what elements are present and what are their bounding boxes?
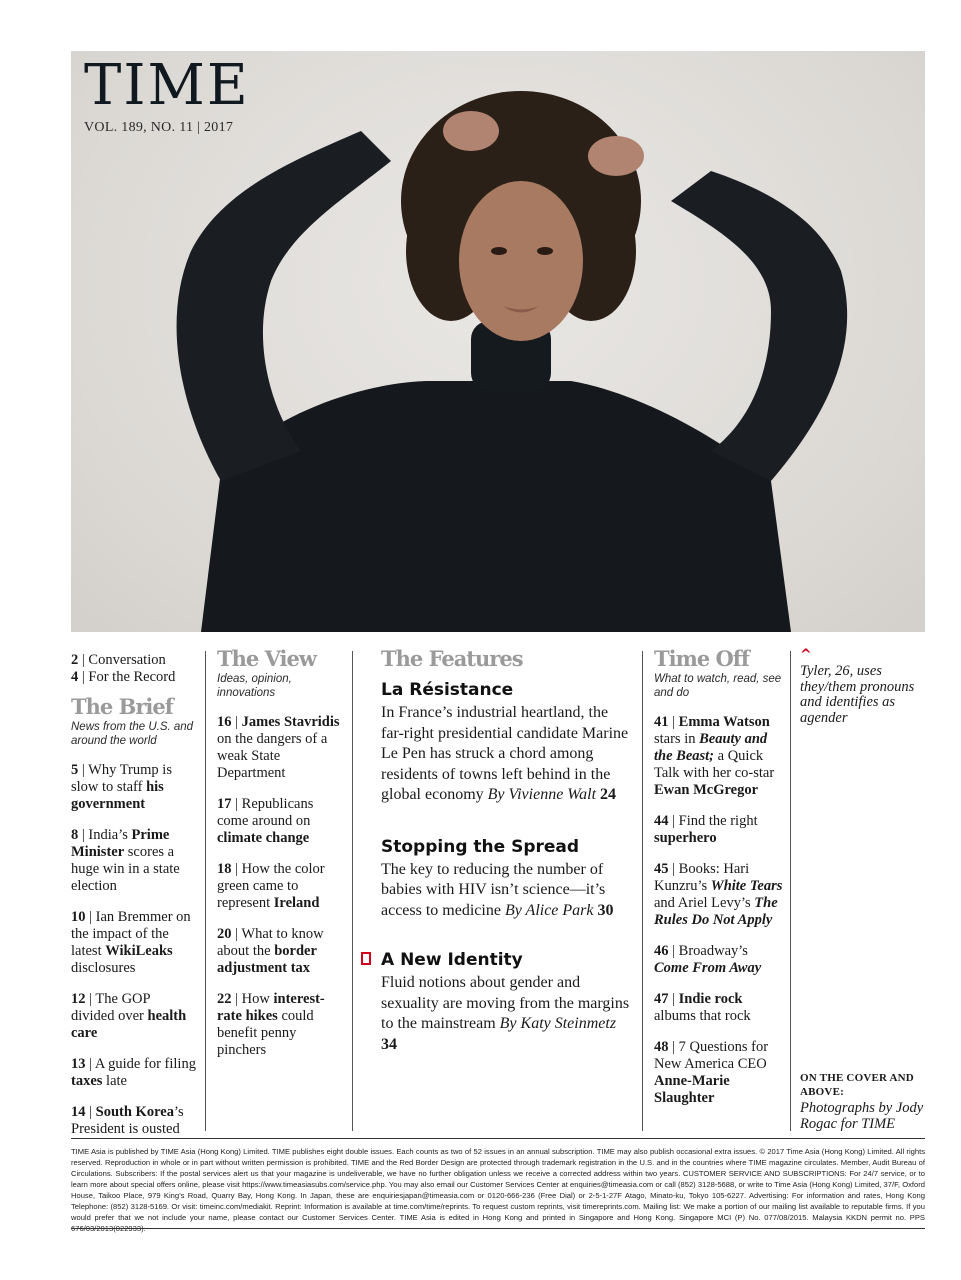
toc-item[interactable] [654, 861, 784, 929]
item-highlight: health care [71, 1008, 187, 1041]
page-number: 44 [654, 813, 669, 829]
toc-item[interactable] [71, 669, 196, 686]
separator: | [78, 762, 89, 778]
item-text: on the dangers of a weak State Department [217, 731, 328, 781]
separator: | [231, 991, 242, 1007]
item-text: Ian Bremmer on the impact of the latest [71, 909, 191, 959]
separator: | [78, 652, 89, 668]
page-number: 22 [217, 991, 232, 1007]
page-number: 41 [654, 714, 669, 730]
on-cover-credit: Photographs by Jody Rogac for TIME [800, 1100, 924, 1132]
toc-item[interactable] [71, 652, 196, 669]
separator: | [78, 669, 89, 685]
page-number: 48 [654, 1039, 669, 1055]
on-cover-heading: ON THE COVER AND ABOVE: [800, 1072, 914, 1098]
separator: | [231, 926, 242, 942]
separator: | [668, 943, 679, 959]
separator: | [85, 909, 96, 925]
item-text: How [241, 991, 274, 1007]
item-text: stars in [654, 731, 700, 747]
toc-item[interactable] [71, 1104, 196, 1138]
item-text: could benefit penny pinchers [217, 1008, 314, 1058]
page-number: 18 [217, 861, 232, 877]
separator: | [668, 714, 679, 730]
page-number: 45 [654, 861, 669, 877]
item-highlight: superhero [654, 830, 717, 846]
item-highlight: interest-rate hikes [217, 991, 325, 1024]
footer-top-rule [71, 1138, 925, 1139]
section-title-features: The Features [381, 646, 523, 671]
item-highlight: James Stavridis [241, 714, 340, 730]
publisher-notice: TIME Asia is published by TIME Asia (Hong Kong) Limited. TIME publishes eight double issues. Each counts as two of 52 issues in an annual subscription. TIME may also publish occasional extra issues. © 2017 Time Asia (Hong Kong) Limited. All rights reserved. Reproduction in whole or in part without written permission is prohibited. TIME and the Red Border Design are protected through trademark registration in the U.S. and in the countries where TIME magazine circulates. Member, Audit Bureau of Circulations. Subscribers: If the postal services alert us that your magazine is undeliverable, we have no further obligation unless we receive a corrected address within two years. CUSTOMER SERVICE AND SUBSCRIPTIONS: For 24/7 service, or to learn more about special offers online, please visit https://www.timeasiasubs.com/service.php. You may also email our Customer Services Center at enquiries@timeasia.com or call (852) 3128-5688, or write to Time Asia (Hong Kong) Limited, 37/F, Oxford House, Taikoo Place, 979 King’s Road, Quarry Bay, Hong Kong. In Japan, these are enquiriesjapan@timeasia.com or 0120-666-236 (Free Dial) or 2-5-1-27F Atago, Minato-ku, Tokyo 105-6227. Advertising: For information and rates, Hong Kong Telephone: (852) 3128-5169. Or visit: timeinc.com/mediakit. Reprint: Information is available at time.com/time/reprints. To request custom reprints, visit timereprints.com. Mailing list: We make a portion of our mailing list available to reputable firms. If you would prefer that we not include your name, please contact our Customer Services Center. TIME Asia is edited in Hong Kong and printed in Singapore and Hong Kong. Singapore MCI (P) No. 077/08/2015. Malaysia KKDN permit no. PPS [71, 1147, 925, 1222]
feature-item[interactable] [381, 949, 631, 1055]
item-text: For the Record [88, 669, 176, 685]
column-cover-caption [800, 647, 924, 726]
page-number: 14 [71, 1104, 86, 1120]
toc-item[interactable] [217, 714, 342, 782]
view-items [217, 714, 342, 1059]
item-text: The GOP divided over [71, 991, 151, 1024]
separator: | [668, 861, 679, 877]
item-highlight: Indie rock [678, 991, 743, 1007]
item-text: Find the right [678, 813, 758, 829]
item-highlight: White Tears [710, 878, 783, 894]
toc-item[interactable] [654, 943, 784, 977]
feature-page-number: 24 [600, 786, 617, 803]
footer-bottom-rule [71, 1228, 925, 1229]
section-title-brief: The Brief [71, 694, 173, 719]
feature-dek: In France’s industrial heartland, the far-right presidential candidate Marine Le Pen has struck a chord among residents of towns left behind in the global economy [381, 704, 629, 803]
page-number: 13 [71, 1056, 86, 1072]
item-highlight: The Rules Do Not Apply [654, 895, 778, 928]
feature-description [381, 860, 631, 922]
item-highlight: border adjustment tax [217, 943, 317, 976]
top-items [71, 652, 196, 686]
separator: | [231, 714, 242, 730]
separator: | [668, 813, 679, 829]
item-text: How the color green came to represent [217, 861, 325, 911]
cover-photo [71, 51, 925, 632]
feature-item[interactable] [381, 679, 631, 806]
item-text: 7 Questions for New America CEO [654, 1039, 769, 1072]
item-highlight: his government [71, 779, 164, 812]
toc-item[interactable] [71, 1056, 196, 1090]
item-highlight: Ireland [273, 895, 320, 911]
page-number: 17 [217, 796, 232, 812]
separator: | [78, 827, 89, 843]
item-text: albums that rock [654, 1008, 751, 1024]
brief-items [71, 762, 196, 1138]
feature-title: La Résistance [381, 680, 514, 700]
separator: | [231, 861, 242, 877]
page-number: 16 [217, 714, 232, 730]
page-number: 47 [654, 991, 669, 1007]
column-divider [205, 651, 206, 1131]
item-highlight: Anne-Marie Slaughter [654, 1073, 730, 1106]
column-divider [352, 651, 353, 1131]
item-highlight: Emma Watson [678, 714, 770, 730]
masthead [84, 53, 250, 136]
item-highlight: Beauty and the Beast; [654, 731, 768, 764]
item-text: a Quick Talk with her co-star [654, 748, 775, 781]
feature-dek: The key to reducing the number of babies with HIV isn’t science—it’s access to medicine [381, 860, 606, 919]
volume-info: VOL. 189, NO. 11 | 2017 [84, 120, 234, 135]
portrait-illustration [71, 51, 925, 632]
item-text: Why Trump is slow to staff [71, 762, 172, 795]
section-subtitle-view: Ideas, opinion, innovations [217, 673, 292, 699]
item-highlight: taxes [71, 1073, 103, 1089]
item-highlight: WikiLeaks [105, 943, 173, 959]
page-number: 5 [71, 762, 79, 778]
features-list [381, 679, 631, 1055]
toc-item[interactable] [217, 861, 342, 912]
feature-title: Stopping the Spread [381, 836, 580, 857]
item-text: Conversation [88, 652, 166, 668]
column-divider [790, 651, 791, 1131]
feature-item[interactable] [381, 836, 631, 922]
toc-item[interactable] [71, 991, 196, 1042]
item-highlight: climate change [217, 830, 310, 846]
item-highlight: Ewan McGregor [654, 782, 759, 798]
page-number: 4 [71, 669, 79, 685]
feature-page-number: 34 [381, 1035, 397, 1053]
item-text: A guide for filing [94, 1056, 196, 1072]
item-text: late [102, 1073, 127, 1089]
feature-dek: Fluid notions about gender and sexuality are moving from the margins to the mainstream [381, 974, 630, 1032]
separator: | [85, 1056, 95, 1072]
toc-item[interactable] [71, 909, 196, 977]
time-off-items [654, 714, 784, 1107]
item-text: India’s [88, 827, 132, 843]
separator: | [668, 1039, 679, 1055]
page-number: 46 [654, 943, 669, 959]
column-features [381, 648, 631, 1055]
page-number: 12 [71, 991, 86, 1007]
page-number: 2 [71, 652, 79, 668]
red-border-icon [361, 952, 371, 965]
item-text: disclosures [71, 960, 136, 976]
item-text: and Ariel Levy’s [654, 895, 755, 911]
page-number: 10 [71, 909, 86, 925]
toc-item[interactable] [71, 827, 196, 895]
toc-item[interactable] [71, 762, 196, 813]
separator: | [85, 991, 96, 1007]
on-the-cover [800, 1071, 924, 1132]
feature-page-number: 30 [597, 901, 614, 919]
section-title-view: The View [217, 646, 316, 671]
time-logo: TIME [84, 53, 250, 118]
column-divider [642, 651, 643, 1131]
cover-caption: Tyler, 26, uses they/them pronouns and identifies as agender [800, 663, 915, 726]
feature-description [381, 973, 631, 1055]
page-number: 20 [217, 926, 232, 942]
section-subtitle-time-off: What to watch, read, see and do [654, 673, 782, 699]
column-time-off [654, 648, 784, 1107]
item-highlight: Prime Minister [71, 827, 170, 860]
item-text: Broadway’s [678, 943, 748, 959]
item-highlight: Come From Away [654, 960, 762, 976]
toc-item[interactable] [217, 926, 342, 977]
item-text: Books: Hari Kunzru’s [654, 861, 750, 894]
feature-description [381, 703, 631, 806]
toc-item[interactable] [654, 714, 784, 799]
page-number: 8 [71, 827, 79, 843]
section-subtitle-brief: News from the U.S. and around the world [71, 721, 194, 747]
separator: | [85, 1104, 96, 1120]
toc-item[interactable] [654, 991, 784, 1025]
item-text: scores a huge win in a state election [71, 844, 180, 894]
toc-item[interactable] [217, 991, 342, 1059]
feature-byline: By Katy Steinmetz [499, 1015, 617, 1032]
section-title-time-off: Time Off [654, 646, 749, 671]
feature-byline: By Alice Park [504, 901, 594, 919]
column-brief [71, 648, 196, 1138]
item-text: Republicans come around on [217, 796, 314, 829]
feature-title: A New Identity [381, 950, 523, 970]
item-text: What to know about the [217, 926, 324, 959]
toc-item[interactable] [654, 1039, 784, 1107]
caret-up-icon: ^ [800, 647, 812, 663]
item-highlight: South Korea [95, 1104, 174, 1120]
toc-item[interactable] [217, 796, 342, 847]
separator: | [231, 796, 242, 812]
separator: | [668, 991, 679, 1007]
toc-item[interactable] [654, 813, 784, 847]
item-text: ’s President is ousted [71, 1104, 184, 1137]
feature-byline: By Vivienne Walt [487, 786, 597, 803]
column-view [217, 648, 342, 1059]
